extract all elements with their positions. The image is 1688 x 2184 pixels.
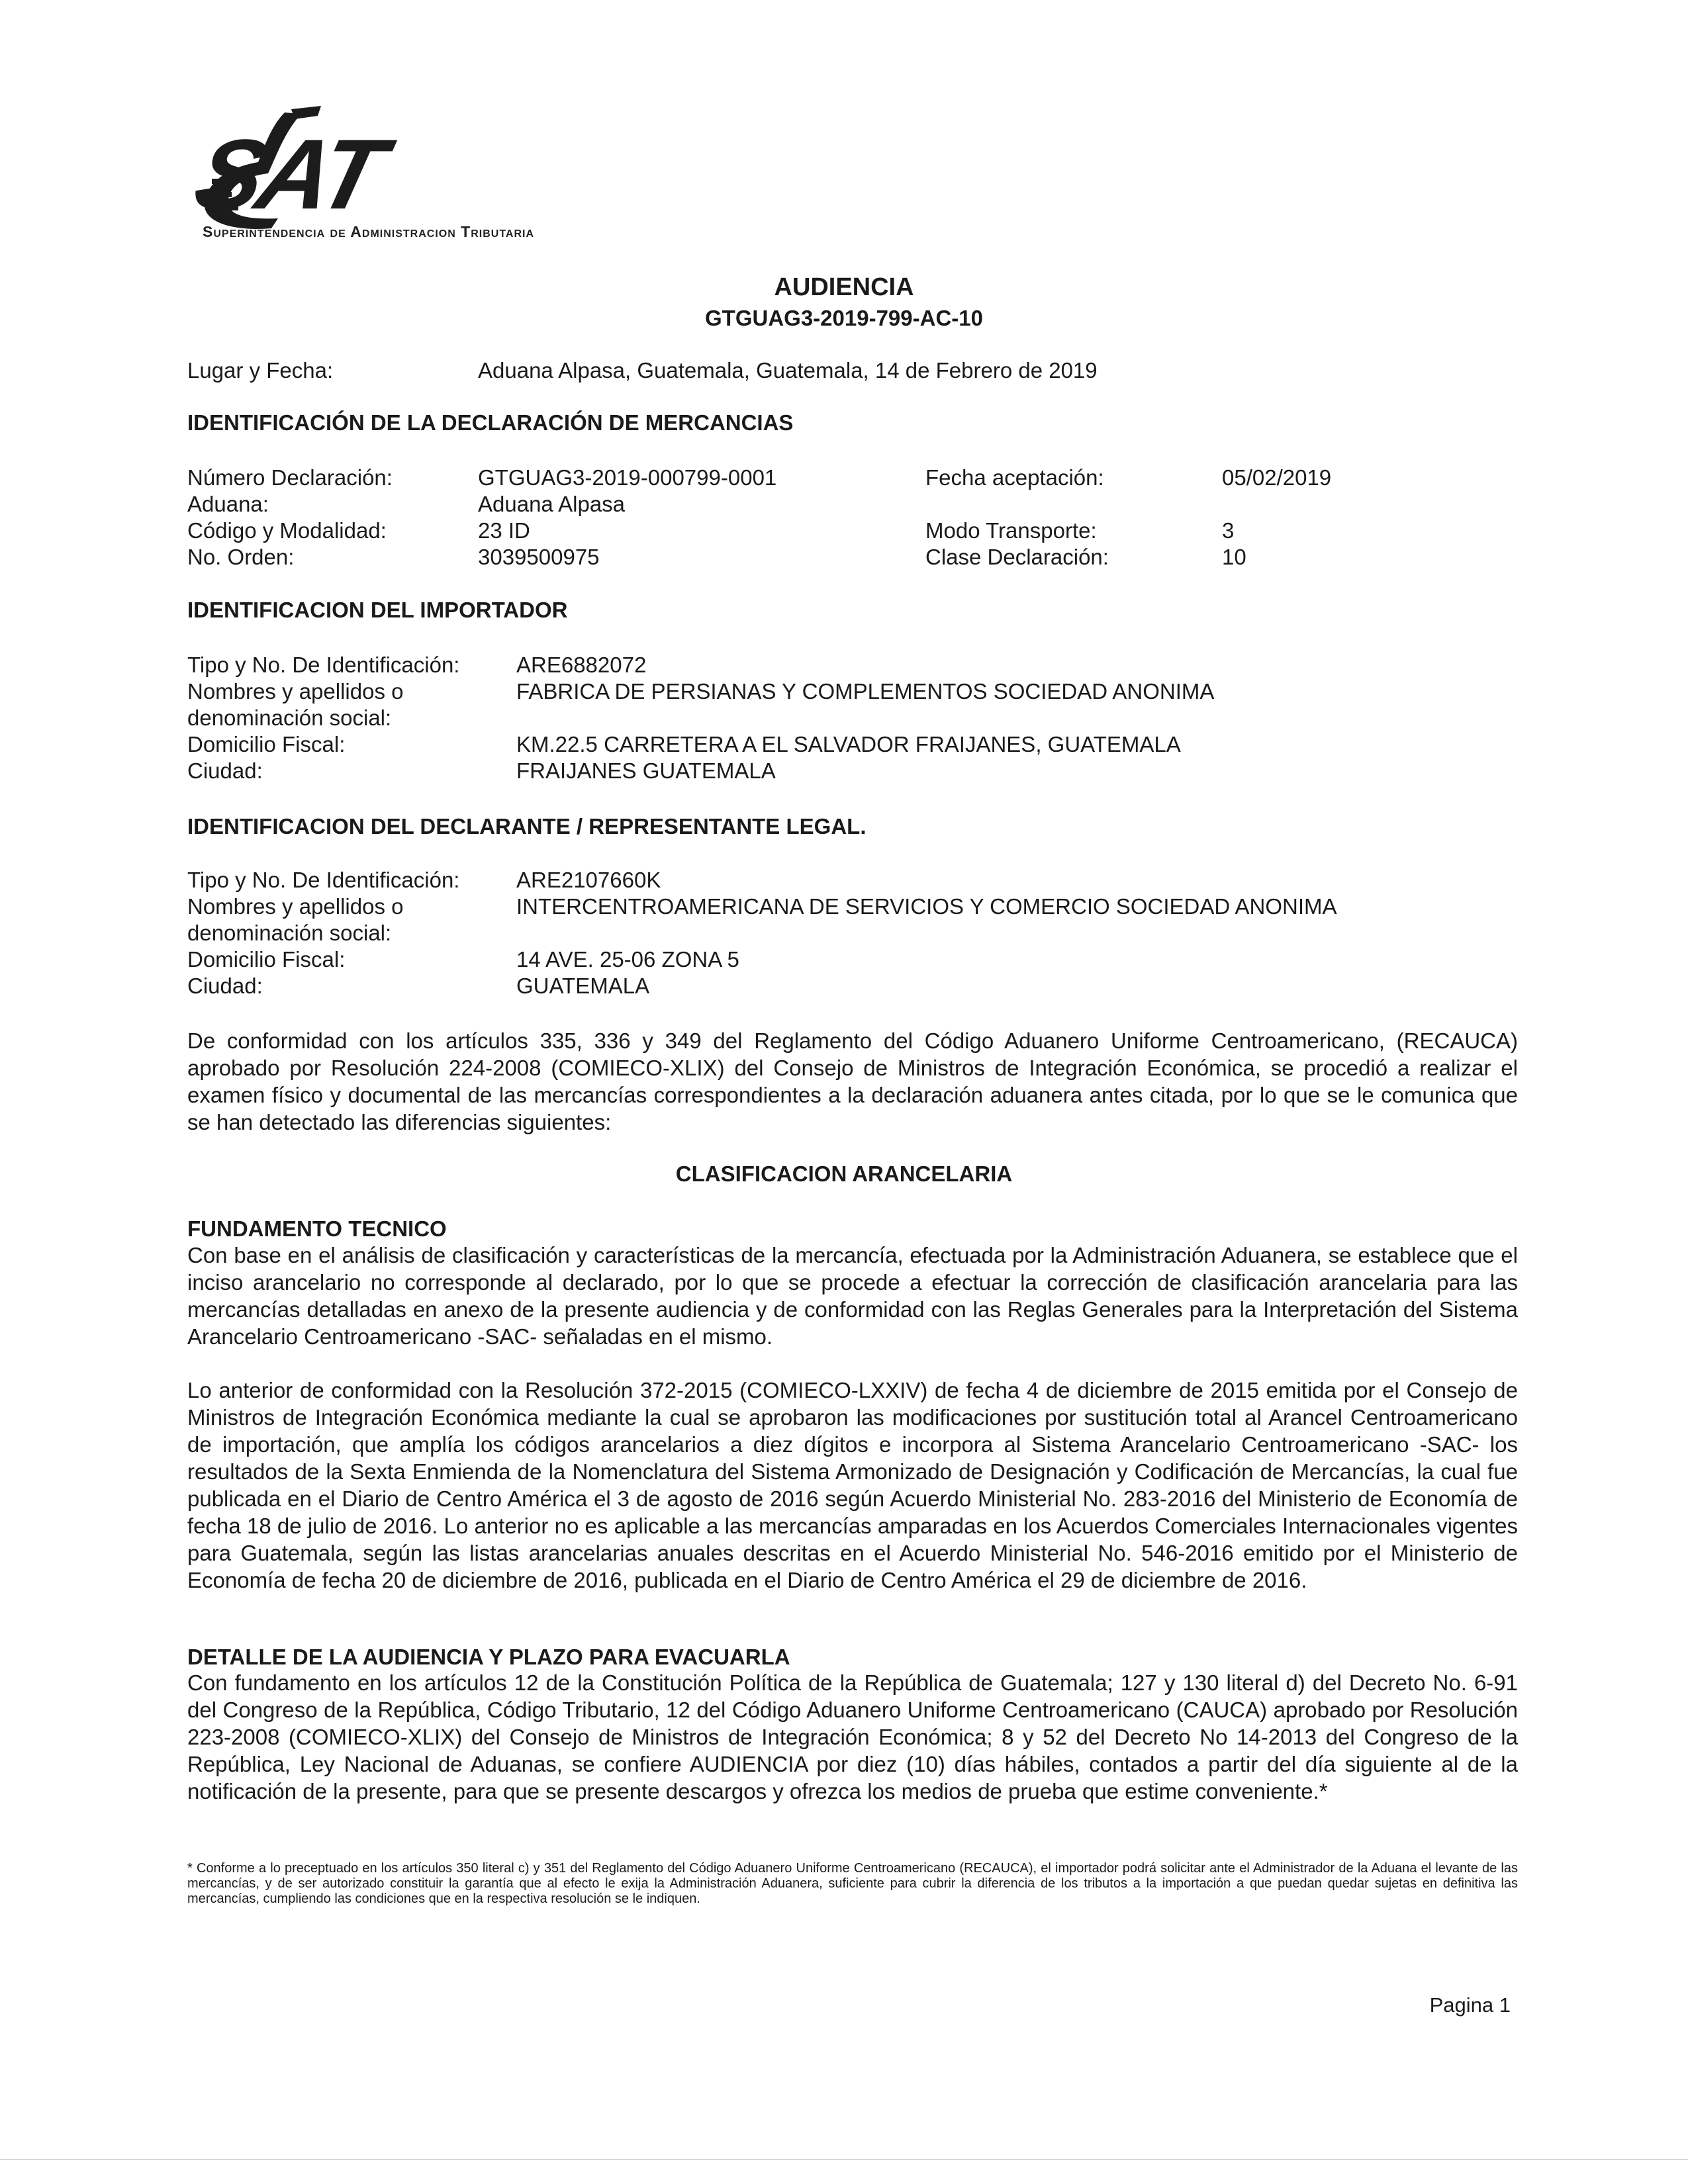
fundamento-heading: FUNDAMENTO TECNICO — [187, 1216, 447, 1241]
footnote: * Conforme a lo preceptuado en los artículos 350 literal c) y 351 del Reglamento del Código Aduanero Uniforme Centroamericano (RECAUCA), el importador podrá solicitar ante el Administrador de la Aduana el levante de las mercancías, y de ser autorizado constituir la garantía que al efecto le exija la Administración Aduanera, suficiente para cubrir la diferencia de los tributos a la importación a que puedan quedar sujetas en definitiva las mercancías, cumpliendo las condiciones que en la respectiva resolución se le indiquen. — [187, 1861, 1518, 1906]
numero-value: GTGUAG3-2019-000799-0001 — [478, 465, 777, 490]
numero-label: Número Declaración: — [187, 465, 393, 490]
document-number: GTGUAG3-2019-799-AC-10 — [705, 306, 983, 330]
importador-ciudad-value: FRAIJANES GUATEMALA — [516, 758, 776, 783]
declarante-heading: IDENTIFICACION DEL DECLARANTE / REPRESENTANTE LEGAL. — [187, 814, 867, 839]
importador-nombres-label-1: Nombres y apellidos o — [187, 679, 404, 704]
logo-wordmark: SAT — [185, 118, 392, 230]
aduana-value: Aduana Alpasa — [478, 492, 626, 516]
declarante-domicilio-label: Domicilio Fiscal: — [187, 947, 346, 972]
aduana-label: Aduana: — [187, 492, 269, 516]
transporte-label: Modo Transporte: — [925, 518, 1097, 543]
clase-label: Clase Declaración: — [925, 545, 1109, 569]
importador-heading: IDENTIFICACION DEL IMPORTADOR — [187, 598, 568, 622]
clase-value: 10 — [1222, 545, 1246, 569]
importador-nombres-value: FABRICA DE PERSIANAS Y COMPLEMENTOS SOCIEDAD ANONIMA — [516, 679, 1215, 704]
declarante-nombres-value: INTERCENTROAMERICANA DE SERVICIOS Y COMERCIO SOCIEDAD ANONIMA — [516, 894, 1337, 919]
codigo-value: 23 ID — [478, 518, 530, 543]
importador-domicilio-label: Domicilio Fiscal: — [187, 732, 346, 756]
declarante-nombres-label-2: denominación social: — [187, 921, 392, 945]
intro-paragraph: De conformidad con los artículos 335, 336 y 349 del Reglamento del Código Aduanero Uniforme Centroamericano, (RECAUCA) aprobado por Resolución 224-2008 (COMIECO-XLIX) del Consejo de Ministros de Integración Económica, se procedió a realizar el examen físico y documental de las mercancías correspondientes a la declaración aduanera antes citada, por lo que se le comunica que se han detectado las diferencias siguientes: — [187, 1028, 1518, 1134]
detalle-paragraph: Con fundamento en los artículos 12 de la Constitución Política de la República de Guatemala; 127 y 130 literal d) del Decreto No. 6-91 del Congreso de la República, Código Tributario, 12 del Código Aduanero Uniforme Centroamericano (CAUCA) aprobado por Resolución 223-2008 (COMIECO-XLIX) del Consejo de Ministros de Integración Económica; 8 y 52 del Decreto No 14-2013 del Congreso de la República, Ley Nacional de Aduanas, se confiere AUDIENCIA por diez (10) días hábiles, contados a partir del día siguiente al de la notificación de la presente, para que se presente descargos y ofrezca los medios de prueba que estime conveniente.* — [187, 1670, 1518, 1803]
importador-domicilio-value: KM.22.5 CARRETERA A EL SALVADOR FRAIJANES, GUATEMALA — [516, 732, 1181, 756]
scan-edge-divider — [0, 2159, 1688, 2160]
place-date-value: Aduana Alpasa, Guatemala, Guatemala, 14 de Febrero de 2019 — [478, 358, 1098, 383]
declaracion-heading: IDENTIFICACIÓN DE LA DECLARACIÓN DE MERCANCIAS — [187, 410, 794, 435]
place-date-label: Lugar y Fecha: — [187, 358, 334, 383]
document-title: AUDIENCIA — [774, 273, 914, 301]
clasificacion-heading: CLASIFICACION ARANCELARIA — [675, 1161, 1013, 1186]
fundamento-paragraph: Con base en el análisis de clasificación y características de la mercancía, efectuada por la Administración Aduanera, se establece que el inciso arancelario no corresponde al declarado, por lo que se procede a efectuar la corrección de clasificación arancelaria para las mercancías detalladas en anexo de la presente audiencia y de conformidad con las Reglas Generales para la Interpretación del Sistema Arancelario Centroamericano -SAC- señaladas en el mismo. — [187, 1243, 1518, 1349]
declarante-nombres-label-1: Nombres y apellidos o — [187, 894, 404, 919]
codigo-label: Código y Modalidad: — [187, 518, 387, 543]
fecha-value: 05/02/2019 — [1222, 465, 1332, 490]
resolucion-paragraph: Lo anterior de conformidad con la Resolución 372-2015 (COMIECO-LXXIV) de fecha 4 de diciembre de 2015 emitida por el Consejo de Ministros de Integración Económica mediante la cual se aprobaron las modificaciones por sustitución total al Arancel Centroamericano de importación, que amplía los códigos arancelarios a diez dígitos e incorpora al Sistema Arancelario Centroamericano -SAC- los resultados de la Sexta Enmienda de la Nomenclatura del Sistema Armonizado de Designación y Codificación de Mercancías, la cual fue publicada en el Diario de Centro América el 3 de agosto de 2016 según Acuerdo Ministerial No. 283-2016 del Ministerio de Economía de fecha 18 de julio de 2016. Lo anterior no es aplicable a las mercancías amparadas en los Acuerdos Comerciales Internacionales vigentes para Guatemala, según las listas arancelarias anuales descritas en el Acuerdo Ministerial No. 546-2016 emitido por el Ministerio de Economía de fecha 20 de diciembre de 2016, publicada en el Diario de Centro América el 29 de diciembre de 2016. — [187, 1378, 1518, 1592]
logo-subtitle: Superintendencia de Administracion Tributaria — [203, 223, 535, 240]
declarante-tipo-label: Tipo y No. De Identificación: — [187, 868, 460, 892]
declarante-ciudad-value: GUATEMALA — [516, 974, 650, 998]
importador-ciudad-label: Ciudad: — [187, 758, 263, 783]
orden-value: 3039500975 — [478, 545, 600, 569]
declarante-ciudad-label: Ciudad: — [187, 974, 263, 998]
fecha-label: Fecha aceptación: — [925, 465, 1104, 490]
importador-tipo-label: Tipo y No. De Identificación: — [187, 653, 460, 677]
importador-tipo-value: ARE6882072 — [516, 653, 647, 677]
declarante-domicilio-value: 14 AVE. 25-06 ZONA 5 — [516, 947, 739, 972]
transporte-value: 3 — [1222, 518, 1235, 543]
declarante-tipo-value: ARE2107660K — [516, 868, 661, 892]
detalle-heading: DETALLE DE LA AUDIENCIA Y PLAZO PARA EVACUARLA — [187, 1645, 790, 1669]
orden-label: No. Orden: — [187, 545, 295, 569]
page-number: Pagina 1 — [1429, 1993, 1511, 2017]
importador-nombres-label-2: denominación social: — [187, 705, 392, 730]
